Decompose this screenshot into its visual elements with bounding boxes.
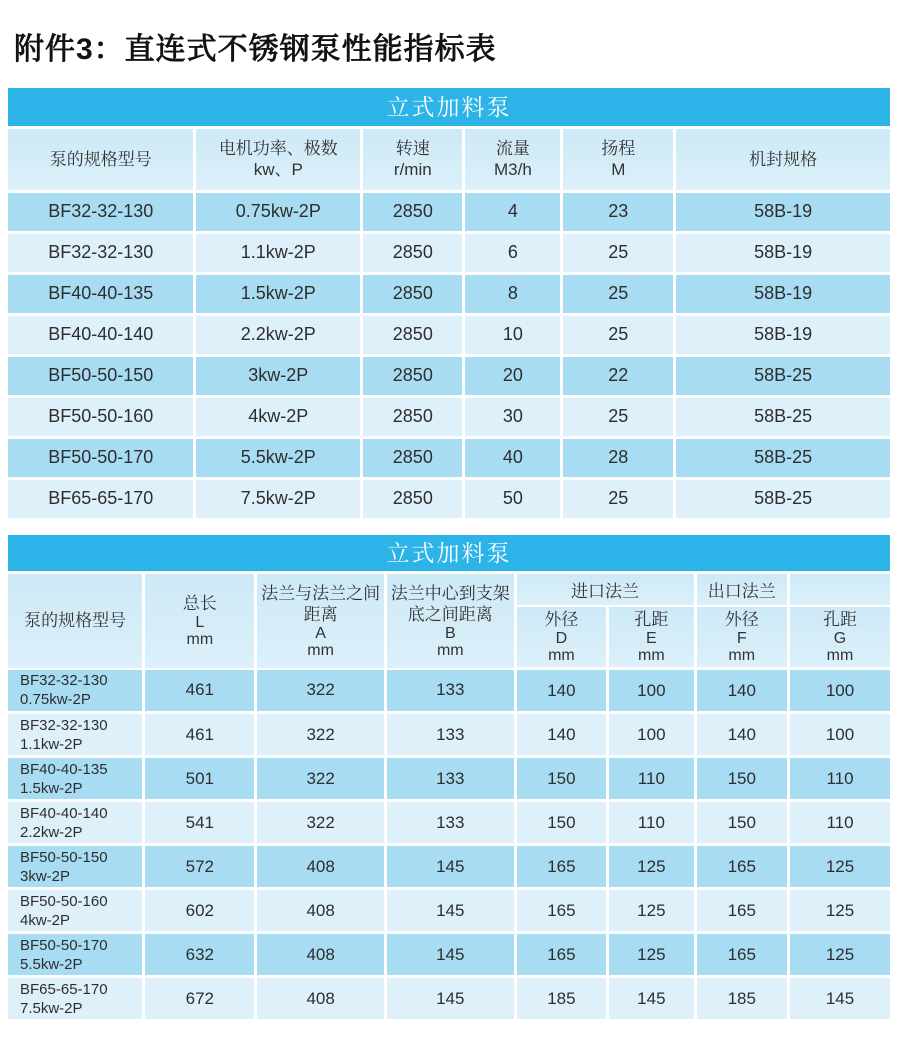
table2-cell: 133	[385, 713, 515, 757]
table2-cell: 125	[608, 933, 695, 977]
table1-cell: 10	[464, 314, 562, 355]
table2-group-outlet-flange-spacer	[789, 574, 891, 606]
table2-group-header-row	[8, 574, 890, 606]
table2-cell: 145	[385, 889, 515, 933]
table2-cell: 572	[144, 845, 256, 889]
model-line: BF40-40-140	[20, 804, 108, 822]
table2-cell: 133	[385, 669, 515, 713]
table2-row	[8, 933, 890, 977]
table2-cell: 461	[144, 713, 256, 757]
model-line: BF50-50-150	[20, 848, 108, 866]
table2-header-flange-distance-a: 法兰与法兰之间 距离 A mm	[256, 574, 386, 669]
table2-banner: 立式加料泵	[8, 535, 890, 571]
table2-cell: 185	[515, 977, 608, 1021]
table2-row	[8, 757, 890, 801]
table2-cell: 632	[144, 933, 256, 977]
table1-header-model: 泵的规格型号	[8, 129, 195, 191]
table2-cell: 133	[385, 801, 515, 845]
table2-cell: 145	[608, 977, 695, 1021]
table1-cell: 58B-19	[675, 314, 890, 355]
table2-cell: 140	[695, 669, 788, 713]
table1-row	[8, 437, 890, 478]
table2-cell: 140	[515, 713, 608, 757]
table2-model-cell	[8, 933, 144, 977]
table1-cell: 20	[464, 355, 562, 396]
table1-cell: 1.1kw-2P	[195, 232, 362, 273]
table2-cell: 150	[515, 757, 608, 801]
table2-model-cell	[8, 889, 144, 933]
table1-cell: 4	[464, 191, 562, 232]
table2-cell: 100	[789, 713, 891, 757]
table2-cell: 100	[789, 669, 891, 713]
model-line: 0.75kw-2P	[20, 691, 91, 709]
table1-cell: 58B-25	[675, 437, 890, 478]
table2-group-outlet-flange: 出口法兰	[695, 574, 788, 606]
table2-cell: 150	[695, 801, 788, 845]
table2-cell: 165	[695, 889, 788, 933]
table1-banner: 立式加料泵	[8, 88, 890, 126]
table1-cell: 58B-19	[675, 232, 890, 273]
table1-cell: 4kw-2P	[195, 396, 362, 437]
table1-cell: 2850	[362, 478, 464, 519]
table1-cell: 25	[562, 478, 675, 519]
table1-header-flow: 流量 M3/h	[464, 129, 562, 191]
table2-cell: 185	[695, 977, 788, 1021]
page-title: 附件3：直连式不锈钢泵性能指标表	[14, 33, 497, 66]
table2-model-cell	[8, 977, 144, 1021]
table2-cell: 322	[256, 757, 386, 801]
table2-cell: 461	[144, 669, 256, 713]
table1-cell: 2.2kw-2P	[195, 314, 362, 355]
table1-header-speed: 转速 r/min	[362, 129, 464, 191]
table1-cell: 2850	[362, 314, 464, 355]
table2-cell: 145	[789, 977, 891, 1021]
table2-cell: 100	[608, 713, 695, 757]
table2-header-inlet-hole-pitch: 孔距 E mm	[608, 606, 695, 669]
model-line: 2.2kw-2P	[20, 823, 83, 841]
table1-cell: 2850	[362, 396, 464, 437]
table1-cell: BF40-40-135	[8, 273, 195, 314]
table2-row	[8, 801, 890, 845]
table2-model-cell	[8, 845, 144, 889]
table1-row	[8, 396, 890, 437]
table1-row	[8, 191, 890, 232]
table2-row	[8, 889, 890, 933]
table1-cell: 58B-19	[675, 273, 890, 314]
table2-header-bracket-distance-b: 法兰中心到支架 底之间距离 B mm	[385, 574, 515, 669]
table2-cell: 110	[608, 757, 695, 801]
table2-cell: 140	[695, 713, 788, 757]
table2-cell: 125	[608, 845, 695, 889]
performance-table	[8, 129, 890, 521]
table1-cell: 2850	[362, 232, 464, 273]
dimension-table	[8, 574, 890, 1023]
table2-cell: 501	[144, 757, 256, 801]
table1-cell: 58B-25	[675, 478, 890, 519]
table1-cell: BF50-50-150	[8, 355, 195, 396]
table2-cell: 322	[256, 713, 386, 757]
performance-table-section	[8, 88, 890, 521]
table1-header-head: 扬程 M	[562, 129, 675, 191]
table1-cell: 58B-19	[675, 191, 890, 232]
table1-row	[8, 232, 890, 273]
model-line: 1.5kw-2P	[20, 779, 83, 797]
table2-model-cell	[8, 757, 144, 801]
table1-cell: 58B-25	[675, 396, 890, 437]
table2-header-outlet-hole-pitch: 孔距 G mm	[789, 606, 891, 669]
table1-cell: 25	[562, 314, 675, 355]
table2-row	[8, 845, 890, 889]
table2-cell: 125	[608, 889, 695, 933]
table1-cell: 2850	[362, 191, 464, 232]
table1-cell: 28	[562, 437, 675, 478]
model-line: 7.5kw-2P	[20, 999, 83, 1017]
table1-cell: 6	[464, 232, 562, 273]
table1-cell: 2850	[362, 355, 464, 396]
table1-header-seal: 机封规格	[675, 129, 890, 191]
table2-header-length: 总长 L mm	[144, 574, 256, 669]
table2-cell: 145	[385, 845, 515, 889]
table2-cell: 165	[515, 933, 608, 977]
table1-header-power: 电机功率、极数 kw、P	[195, 129, 362, 191]
table2-cell: 140	[515, 669, 608, 713]
table2-cell: 322	[256, 669, 386, 713]
table1-row	[8, 314, 890, 355]
table1-cell: 30	[464, 396, 562, 437]
table2-cell: 150	[515, 801, 608, 845]
table1-cell: BF65-65-170	[8, 478, 195, 519]
table1-cell: 25	[562, 273, 675, 314]
table2-cell: 150	[695, 757, 788, 801]
table2-cell: 110	[789, 757, 891, 801]
table2-cell: 125	[789, 889, 891, 933]
model-line: 5.5kw-2P	[20, 955, 83, 973]
table1-cell: BF50-50-170	[8, 437, 195, 478]
table2-cell: 100	[608, 669, 695, 713]
model-line: BF50-50-160	[20, 892, 108, 910]
table2-cell: 125	[789, 845, 891, 889]
table2-cell: 145	[385, 977, 515, 1021]
table2-header-outlet-od: 外径 F mm	[695, 606, 788, 669]
table2-cell: 541	[144, 801, 256, 845]
table1-cell: BF40-40-140	[8, 314, 195, 355]
table2-cell: 408	[256, 889, 386, 933]
table1-cell: 0.75kw-2P	[195, 191, 362, 232]
model-line: 3kw-2P	[20, 867, 71, 885]
table2-model-cell	[8, 801, 144, 845]
table1-row	[8, 355, 890, 396]
table1-cell: 5.5kw-2P	[195, 437, 362, 478]
model-line: BF65-65-170	[20, 980, 108, 998]
model-line: BF32-32-130	[20, 716, 108, 734]
table1-cell: BF50-50-160	[8, 396, 195, 437]
table1-cell: 1.5kw-2P	[195, 273, 362, 314]
dimension-table-section	[8, 535, 890, 1023]
table1-row	[8, 478, 890, 519]
table1-row	[8, 273, 890, 314]
table1-cell: 7.5kw-2P	[195, 478, 362, 519]
table1-header-row	[8, 129, 890, 191]
table1-cell: 3kw-2P	[195, 355, 362, 396]
table2-row	[8, 713, 890, 757]
model-line: BF32-32-130	[20, 672, 108, 690]
table1-cell: 58B-25	[675, 355, 890, 396]
table2-model-cell	[8, 713, 144, 757]
table1-cell: 23	[562, 191, 675, 232]
table2-cell: 408	[256, 845, 386, 889]
table2-cell: 165	[515, 845, 608, 889]
table1-cell: 8	[464, 273, 562, 314]
table2-cell: 145	[385, 933, 515, 977]
table1-cell: 2850	[362, 273, 464, 314]
table2-cell: 408	[256, 933, 386, 977]
table2-cell: 165	[695, 933, 788, 977]
table2-group-inlet-flange: 进口法兰	[515, 574, 695, 606]
table1-cell: 25	[562, 232, 675, 273]
table2-cell: 408	[256, 977, 386, 1021]
table2-cell: 110	[789, 801, 891, 845]
table1-cell: BF32-32-130	[8, 232, 195, 273]
model-line: BF40-40-135	[20, 760, 108, 778]
table2-cell: 165	[515, 889, 608, 933]
table2-cell: 133	[385, 757, 515, 801]
table1-cell: 40	[464, 437, 562, 478]
model-line: BF50-50-170	[20, 936, 108, 954]
table1-cell: BF32-32-130	[8, 191, 195, 232]
model-line: 1.1kw-2P	[20, 735, 83, 753]
table2-header-model: 泵的规格型号	[8, 574, 144, 669]
table1-cell: 50	[464, 478, 562, 519]
table2-header-inlet-od: 外径 D mm	[515, 606, 608, 669]
table2-cell: 672	[144, 977, 256, 1021]
table2-cell: 322	[256, 801, 386, 845]
table1-cell: 2850	[362, 437, 464, 478]
table1-cell: 22	[562, 355, 675, 396]
table2-cell: 165	[695, 845, 788, 889]
table1-cell: 25	[562, 396, 675, 437]
table2-cell: 125	[789, 933, 891, 977]
model-line: 4kw-2P	[20, 911, 71, 929]
table2-cell: 602	[144, 889, 256, 933]
table2-model-cell	[8, 669, 144, 713]
table2-row	[8, 977, 890, 1021]
table2-cell: 110	[608, 801, 695, 845]
table2-row	[8, 669, 890, 713]
